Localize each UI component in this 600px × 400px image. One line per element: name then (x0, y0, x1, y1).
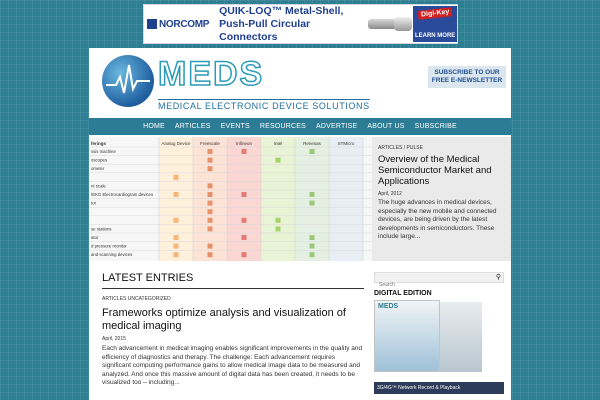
grid-mark (310, 252, 315, 257)
grid-mark (208, 252, 213, 257)
featured-image-table (89, 137, 372, 261)
ad-brand: NORCOMP (159, 18, 210, 30)
featured-date: April, 2012 (378, 191, 402, 197)
digital-edition-cover[interactable] (374, 300, 482, 372)
grid-mark (208, 149, 213, 154)
nav-home[interactable]: HOME (143, 123, 165, 130)
nav-subscribe[interactable]: SUBSCRIBE (414, 123, 457, 130)
post-date: April, 2015 (102, 336, 126, 342)
grid-row-label: se stations (91, 226, 112, 232)
ad-headline-line1: QUIK-LOQ™ Metal-Shell, (219, 4, 344, 17)
ad-headline-line2: Push-Pull Circular Connectors (219, 17, 311, 43)
logo-tagline: MEDICAL ELECTRONIC DEVICE SOLUTIONS (158, 101, 370, 111)
grid-column-header: Renesas (303, 141, 321, 146)
grid-row-label: and scanning devices (91, 252, 133, 258)
featured-category[interactable]: ARTICLES / PULSE (378, 145, 423, 151)
grid-mark (208, 226, 213, 231)
norcomp-logo-icon (147, 19, 157, 29)
grid-row-label: ator (91, 235, 99, 240)
sidebar-ad[interactable]: 3G/4G™ Network Record & Playback (374, 382, 504, 394)
grid-row-label: nt scale (91, 183, 106, 189)
grid-mark (174, 252, 179, 257)
grid-mark (174, 235, 179, 240)
digikey-badge[interactable] (413, 6, 457, 42)
nav-resources[interactable]: RESOURCES (259, 123, 306, 130)
grid-mark (208, 192, 213, 197)
search-box (374, 272, 504, 283)
grid-column-header: Intel (273, 141, 283, 146)
connector-image (364, 13, 412, 35)
logo-text: MEDS (158, 55, 265, 93)
subscribe-line1: SUBSCRIBE TO OUR (434, 69, 500, 76)
grid-mark (276, 158, 281, 163)
globe-heartbeat-icon (102, 55, 154, 107)
meds-logo[interactable] (102, 55, 392, 111)
grid-mark (208, 158, 213, 163)
grid-mark (276, 226, 281, 231)
grid-mark (242, 235, 247, 240)
grid-mark (276, 218, 281, 223)
grid-mark (310, 244, 315, 249)
main-nav (89, 118, 511, 135)
digital-edition-heading: DIGITAL EDITION (374, 290, 432, 297)
post-title[interactable]: Frameworks optimize analysis and visualization of medical imaging (102, 307, 346, 332)
grid-mark (208, 201, 213, 206)
grid-mark (174, 218, 179, 223)
grid-mark (310, 149, 315, 154)
latest-entries-heading: LATEST ENTRIES (102, 272, 364, 289)
subscribe-line2: FREE E-NEWSLETTER (431, 77, 503, 84)
search-input[interactable] (375, 281, 487, 290)
grid-row-label: d pressure monitor (91, 243, 127, 249)
grid-mark (208, 183, 213, 188)
nav-articles[interactable]: ARTICLES (174, 123, 211, 130)
post-categories[interactable]: ARTICLES UNCATEGORIZED (102, 296, 171, 302)
grid-mark (242, 192, 247, 197)
grid-row-header: ferings (91, 141, 107, 146)
grid-mark (242, 252, 247, 257)
cover-front-issue (374, 300, 440, 372)
grid-row-label: oscopes (91, 157, 108, 163)
featured-slider[interactable] (89, 137, 511, 261)
digikey-logo: Digi-Key (418, 7, 453, 20)
grid-mark (208, 166, 213, 171)
grid-mark (310, 201, 315, 206)
nav-events[interactable]: EVENTS (220, 123, 250, 130)
search-icon[interactable]: ⚲ (495, 274, 501, 281)
grid-row-label: tor (91, 200, 97, 206)
grid-row-label: ometer (91, 166, 105, 172)
grid-row-label: /EKG Electrocardiogram devices (91, 192, 154, 197)
learn-more-button[interactable]: LEARN MORE (414, 33, 456, 39)
grid-column-header: Freescale (200, 141, 220, 146)
grid-mark (174, 192, 179, 197)
nav-about-us[interactable]: ABOUT US (367, 123, 405, 130)
featured-title[interactable]: Overview of the Medical Semiconductor Market and Applications (378, 154, 492, 187)
grid-row-label: ssis machine (91, 149, 116, 154)
grid-mark (310, 235, 315, 240)
vendor-offering-grid (89, 137, 372, 261)
norcomp-logo (147, 14, 209, 34)
ad-headline (219, 5, 362, 44)
grid-column-header: Analog Device (161, 141, 191, 146)
top-ad-banner[interactable] (143, 4, 458, 44)
sidebar (374, 272, 504, 394)
grid-mark (208, 244, 213, 249)
post-excerpt: Each advancement in medical imaging enables significant improvements in the quality and efficiency of diagnostics and therapy. The challenge: Each advancement requires significant computing performance gains to allow medical image data to be measured and analyzed. And once this massive amount of digital data has been created, it needs to be visualized too – including... (102, 345, 363, 387)
featured-article[interactable] (372, 137, 511, 261)
grid-mark (242, 218, 247, 223)
grid-mark (310, 192, 315, 197)
grid-mark (242, 149, 247, 154)
site-header (89, 48, 511, 118)
nav-advertise[interactable]: ADVERTISE (316, 123, 358, 130)
grid-column-header: Infineon (235, 141, 253, 146)
grid-mark (208, 218, 213, 223)
grid-mark (208, 209, 213, 214)
latest-entries (102, 272, 364, 388)
cover-brand: MEDS (378, 303, 399, 310)
grid-mark (174, 175, 179, 180)
subscribe-newsletter-button[interactable] (428, 66, 506, 88)
featured-excerpt: The huge advances in medical devices, especially the new mobile and connected devices, are being driven by the latest developments in semiconductors. These include large... (378, 199, 497, 240)
page-container (89, 48, 511, 400)
grid-column-header: STMicro (337, 141, 355, 146)
grid-mark (174, 244, 179, 249)
